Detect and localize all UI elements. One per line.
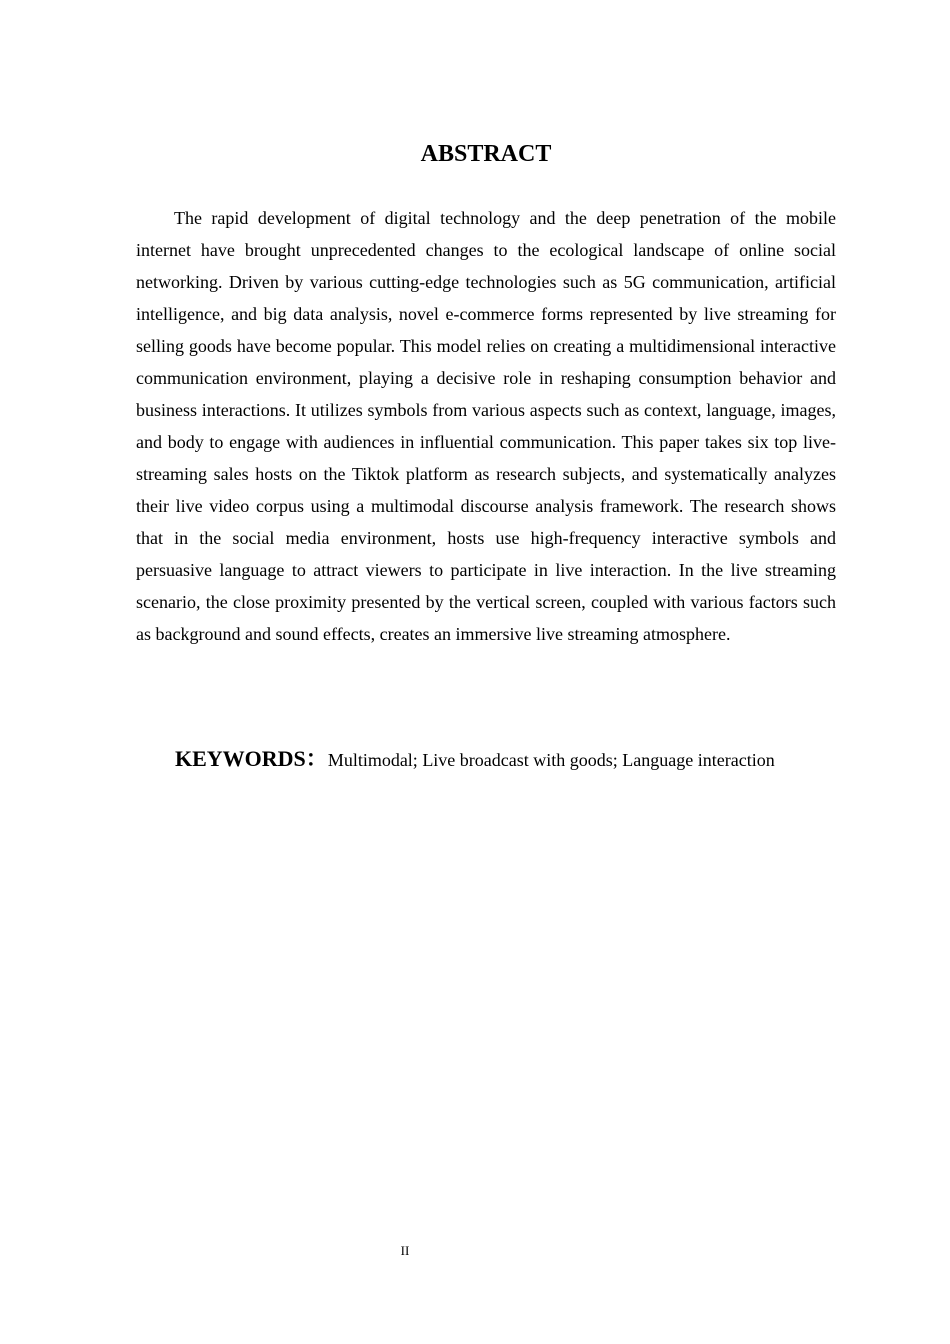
page-number: II [400,1243,410,1258]
keywords-label: KEYWORDS： [175,746,328,771]
keywords-text: Multimodal; Live broadcast with goods; Language interaction [327,750,775,770]
abstract-paragraph: The rapid development of digital technology and the deep penetration of the mobile internet have brought unprecedented changes to the ecological landscape of online social networking. Driven by various cutting-edge technologies such as 5G communication, artificial intelligence, and big data analysis, novel e-commerce forms represented by live streaming for selling goods have become popular. This model relies on creating a multidimensional interactive communication environment, playing a decisive role in reshaping consumption behavior and business interactions. It utilizes symbols from various aspects such as context, language, images, and body to engage with audiences in influential communication. This paper takes six top live-streaming sales hosts on the Tiktok platform as research subjects, and systematically analyzes their live video corpus using a multimodal discourse analysis framework. The research shows that in the social media environment, hosts use high-frequency interactive symbols and persuasive language to attract viewers to participate in live interaction. In the live streaming scenario, the close proximity presented by the vertical screen, coupled with various factors such as background and sound effects, creates an immersive live streaming atmosphere. [136,208,836,644]
abstract-title: ABSTRACT [420,141,552,167]
keywords-line [175,743,875,778]
